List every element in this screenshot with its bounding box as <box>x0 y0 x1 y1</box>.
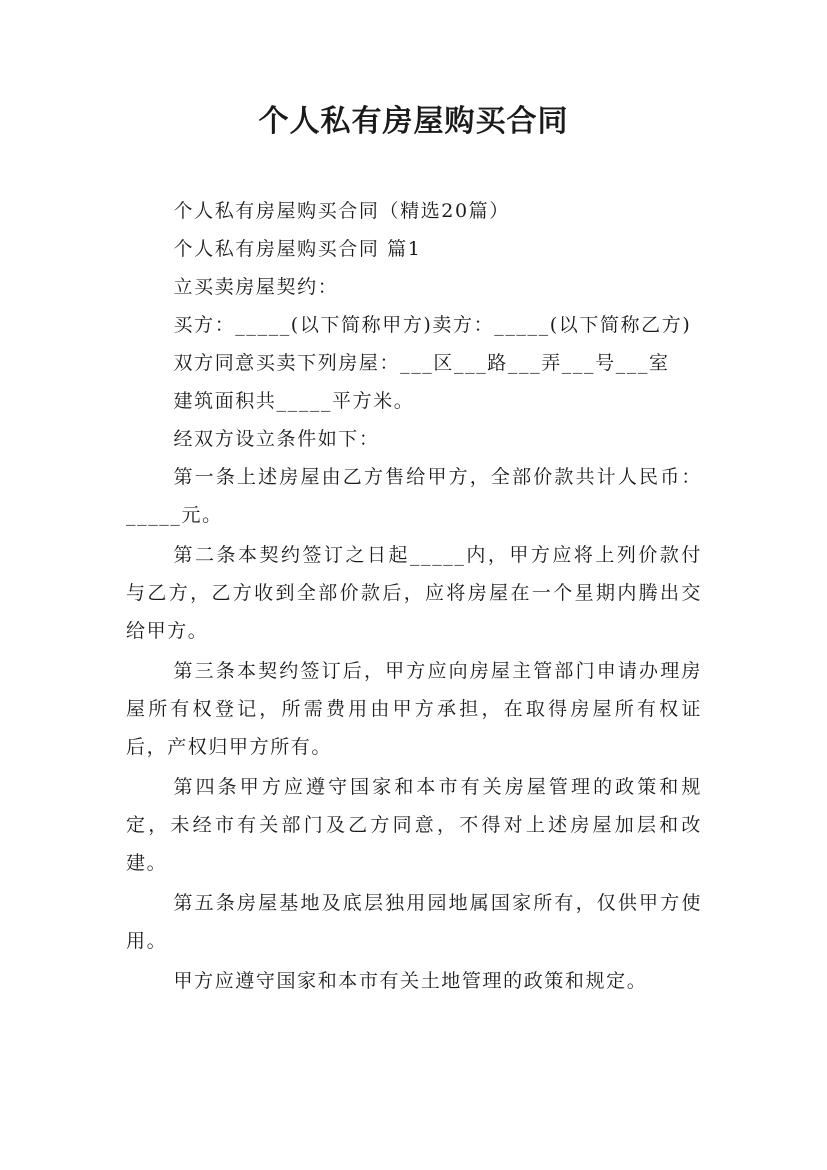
paragraph-article-2: 第二条本契约签订之日起_____内，甲方应将上列价款付与乙方，乙方收到全部价款后，应将房屋在一个星期内腾出交给甲方。 <box>126 544 702 642</box>
paragraph-parties: 买方：_____(以下简称甲方)卖方：_____(以下简称乙方) <box>173 314 692 336</box>
paragraph-land-policy: 甲方应遵守国家和本市有关土地管理的政策和规定。 <box>173 970 648 992</box>
paragraph-floor-area: 建筑面积共_____平方米。 <box>173 390 415 412</box>
paragraph-conditions-intro: 经双方设立条件如下： <box>173 428 380 450</box>
document-body <box>126 192 702 1000</box>
paragraph-section-heading: 个人私有房屋购买合同 篇1 <box>173 238 422 260</box>
paragraph-article-3: 第三条本契约签订后，甲方应向房屋主管部门申请办理房屋所有权登记，所需费用由甲方承担，在取得房屋所有权证后，产权归甲方所有。 <box>126 660 702 758</box>
document-title: 个人私有房屋购买合同 <box>258 104 569 139</box>
paragraph-article-5: 第五条房屋基地及底层独用园地属国家所有，仅供甲方使用。 <box>126 892 702 952</box>
paragraph-subtitle: 个人私有房屋购买合同（精选20篇） <box>173 200 510 222</box>
paragraph-property-address: 双方同意买卖下列房屋：___区___路___弄___号___室 <box>173 352 670 374</box>
paragraph-contract-intro: 立买卖房屋契约： <box>173 276 339 298</box>
paragraph-article-1: 第一条上述房屋由乙方售给甲方，全部价款共计人民币：_____元。 <box>126 466 702 526</box>
paragraph-article-4: 第四条甲方应遵守国家和本市有关房屋管理的政策和规定，未经市有关部门及乙方同意，不得对上述房屋加层和改建。 <box>126 776 702 874</box>
